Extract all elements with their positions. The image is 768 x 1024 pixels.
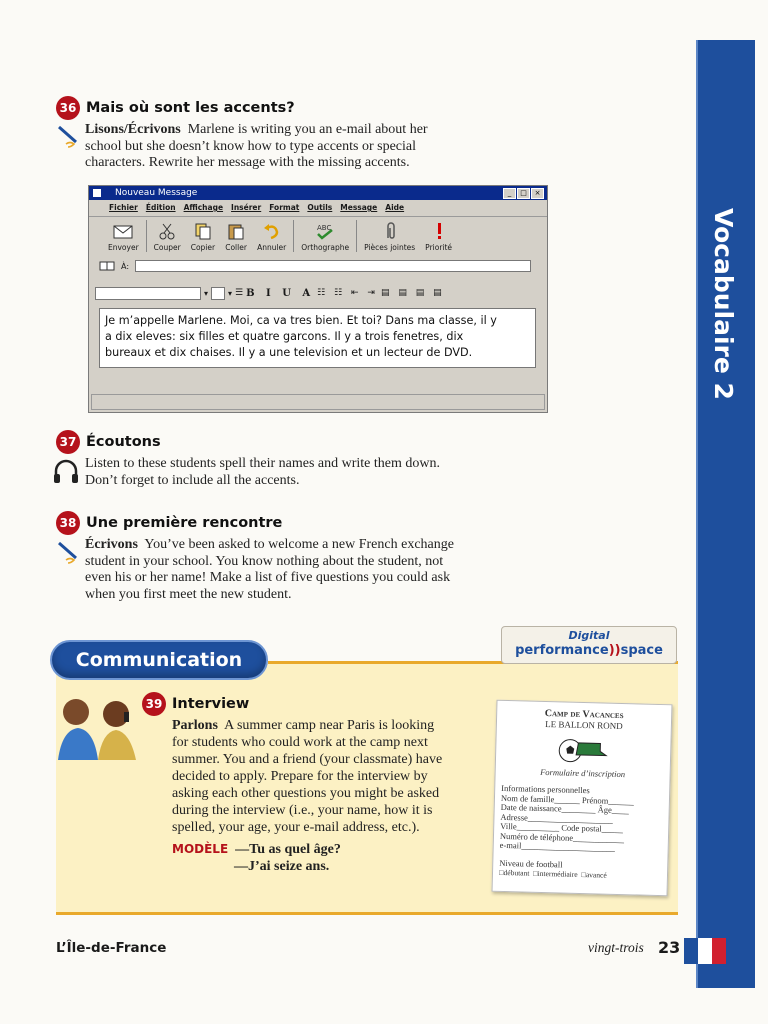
exercise-number: 37 [56, 430, 80, 454]
chapter-title: Vocabulaire 2 [709, 208, 738, 400]
pencil-icon [56, 540, 82, 566]
address-book-icon[interactable] [99, 261, 115, 271]
text-line: even his or her name! Make a list of five questions you could ask [85, 570, 451, 585]
message-line: a dix eleves: six filles et quatre garcons. Il y a trois fenetres, dix [105, 330, 464, 343]
tool-label: Pièces jointes [364, 243, 416, 252]
text-line: Marlene is writing you an e-mail about her [187, 122, 428, 137]
chevron-down-icon[interactable]: ▾ [228, 288, 233, 298]
exercise-36-heading [56, 96, 295, 120]
text-line: Don’t forget to include all the accents. [85, 472, 300, 488]
message-body[interactable] [99, 308, 536, 368]
card-option: avancé [585, 870, 607, 880]
tool-label: Couper [153, 243, 181, 252]
perf-word-a: performance [515, 643, 609, 658]
tool-label: Orthographe [301, 243, 350, 252]
menu-format[interactable]: Format [269, 203, 300, 212]
list-indent-icons[interactable]: ☷ ☷ ⇤ ⇥ [317, 288, 378, 298]
chevron-down-icon[interactable]: ▾ [204, 288, 209, 298]
exercise-number: 36 [56, 96, 80, 120]
text-line: A summer camp near Paris is looking [224, 718, 435, 733]
menu-affichage[interactable]: Affichage [183, 203, 224, 212]
status-bar [91, 394, 545, 410]
window-title: Nouveau Message [115, 188, 198, 198]
card-option: débutant [503, 867, 530, 878]
exercise-title: Une première rencontre [86, 515, 283, 531]
spellcheck-icon [314, 222, 336, 240]
svg-text:ABC: ABC [317, 224, 332, 232]
exercise-38-text [85, 537, 454, 603]
perf-top-label: Digital [568, 629, 610, 642]
undo-arrow-icon [261, 222, 283, 240]
tool-label: Coller [225, 243, 247, 252]
text-line: You’ve been asked to welcome a new French exchange [144, 537, 454, 552]
french-flag-icon [684, 938, 726, 964]
card-field: Date de naissance [500, 801, 562, 814]
section-rule-bottom [56, 912, 678, 915]
text-line: asking each other questions you might be asked [172, 786, 440, 801]
pencil-icon [56, 124, 82, 150]
text-line: student in your school. You know nothing about the student, not [85, 553, 444, 569]
attachments-button[interactable] [359, 218, 420, 254]
skill-label: Parlons [172, 718, 218, 733]
to-label: À: [121, 261, 130, 271]
spelling-button[interactable] [296, 218, 354, 254]
to-input[interactable] [135, 260, 531, 272]
card-title: Camp de Vacances [544, 707, 624, 722]
cut-button[interactable] [149, 218, 186, 254]
clipboard-icon [225, 222, 247, 240]
flag-red [712, 938, 726, 964]
perf-word-b: space [620, 643, 663, 658]
perf-bottom-label [502, 643, 676, 659]
signal-icon: )) [608, 643, 621, 658]
paragraph-style-icon[interactable]: ☰ [235, 288, 244, 298]
maximize-button[interactable]: □ [517, 188, 530, 199]
size-select[interactable] [211, 287, 225, 300]
text-line: decided to apply. Prepare for the interview by [172, 769, 428, 784]
skill-label: Lisons/Écrivons [85, 122, 181, 137]
paste-button[interactable] [220, 218, 252, 254]
exercise-title: Mais où sont les accents? [86, 100, 295, 116]
tool-label: Priorité [425, 243, 453, 252]
menu-aide[interactable]: Aide [385, 203, 405, 212]
mail-app-icon [93, 189, 101, 197]
card-field: Code postal [561, 822, 602, 834]
exercise-37-text [85, 456, 440, 489]
card-field: e-mail [499, 839, 522, 851]
flag-blue [684, 938, 698, 964]
menu-bar [89, 200, 547, 217]
text-line: summer. You and a friend (your classmate) have [172, 752, 443, 767]
exercise-37-heading [56, 430, 161, 454]
registration-form-card: Camp de Vacances LE BALLON ROND Formulaire d’inscription Informations personnelles Nom de famille______ Prénom______ Date de naissance________ Âge____ Adresse____________________ Ville__________ Code postal_____ Numéro de téléphone____________ e-mail______________________ Niveau de football □débutant □intermédiaire □avancé [492, 700, 673, 897]
exercise-title: Écoutons [86, 434, 161, 450]
card-field: Âge [597, 804, 613, 815]
card-field: Nom de famille [500, 792, 555, 804]
font-select[interactable] [95, 287, 201, 300]
menu-edition[interactable]: Édition [145, 203, 176, 212]
paperclip-icon [379, 222, 401, 240]
menu-inserer[interactable]: Insérer [231, 203, 262, 212]
message-line: bureaux et dix chaises. Il y a une television et un lecteur de DVD. [105, 346, 473, 359]
card-subtitle: LE BALLON ROND [545, 719, 623, 732]
card-section-label: Informations personnelles [501, 782, 590, 796]
text-line: Listen to these students spell their names and write them down. [85, 456, 440, 471]
copy-icon [192, 222, 214, 240]
card-field: Numéro de téléphone [499, 830, 574, 843]
toolbar [103, 218, 543, 254]
tool-label: Copier [190, 243, 216, 252]
window-titlebar [89, 186, 547, 200]
exclamation-icon [428, 222, 450, 240]
headphones-icon [52, 458, 80, 486]
communication-banner: Communication [50, 640, 268, 680]
text-line: when you first meet the new student. [85, 586, 292, 602]
exercise-39-heading [142, 692, 249, 716]
message-line: Je m’appelle Marlene. Moi, ca va tres bien. Et toi? Dans ma classe, il y [105, 314, 497, 327]
menu-fichier[interactable]: Fichier [109, 203, 138, 212]
close-button[interactable]: × [531, 188, 544, 199]
flag-white [698, 938, 712, 964]
card-field: Adresse [500, 811, 529, 823]
footer-page-words: vingt-trois [588, 940, 644, 955]
tool-label: Envoyer [108, 243, 139, 252]
modele-question: —Tu as quel âge? [235, 842, 341, 857]
exercise-38-heading [56, 511, 282, 535]
text-line: school but she doesn’t know how to type accents or special [85, 138, 417, 154]
footer-chapter: L’Île-de-France [56, 940, 167, 956]
scissors-icon [156, 222, 178, 240]
exercise-39-text [172, 717, 442, 875]
page-number: 23 [658, 938, 681, 957]
exercise-number: 38 [56, 511, 80, 535]
text-line: during the interview (i.e., your name, how it is [172, 803, 433, 818]
card-form-title: Formulaire d’inscription [540, 766, 626, 780]
students-phone-photo [44, 692, 144, 760]
formatting-toolbar [95, 286, 543, 300]
tool-label: Annuler [257, 243, 287, 252]
exercise-title: Interview [172, 696, 250, 712]
text-line: spelled, your age, your e-mail address, etc.). [172, 820, 420, 835]
soccer-ball-cleat-icon [556, 732, 609, 765]
text-line: characters. Rewrite her message with the missing accents. [85, 155, 410, 170]
card-level-label: Niveau de football [499, 857, 563, 870]
align-icons[interactable]: ▤ ▤ ▤ ▤ [380, 288, 445, 298]
minimize-button[interactable]: _ [503, 188, 516, 199]
card-field: Ville [500, 820, 517, 832]
text-line: for students who could work at the camp next [172, 735, 428, 750]
chapter-sidebar [696, 40, 755, 988]
modele-answer: —J’ai seize ans. [234, 859, 330, 874]
card-option: intermédiaire [537, 868, 578, 879]
undo-button[interactable] [252, 218, 291, 254]
exercise-number: 39 [142, 692, 166, 716]
exercise-36-text [85, 122, 428, 172]
priority-button[interactable] [420, 218, 457, 254]
envelope-icon [112, 222, 134, 240]
send-button[interactable] [103, 218, 144, 254]
recipient-row [99, 260, 531, 272]
skill-label: Écrivons [85, 537, 138, 552]
card-field: Prénom [581, 794, 609, 806]
menu-outils[interactable]: Outils [307, 203, 333, 212]
copy-button[interactable] [186, 218, 220, 254]
digital-performance-space-link[interactable] [501, 626, 677, 664]
modele-label: MODÈLE [172, 842, 229, 856]
menu-message[interactable]: Message [340, 203, 378, 212]
text-style-buttons[interactable]: B I U A [246, 287, 315, 299]
email-window [88, 185, 548, 413]
